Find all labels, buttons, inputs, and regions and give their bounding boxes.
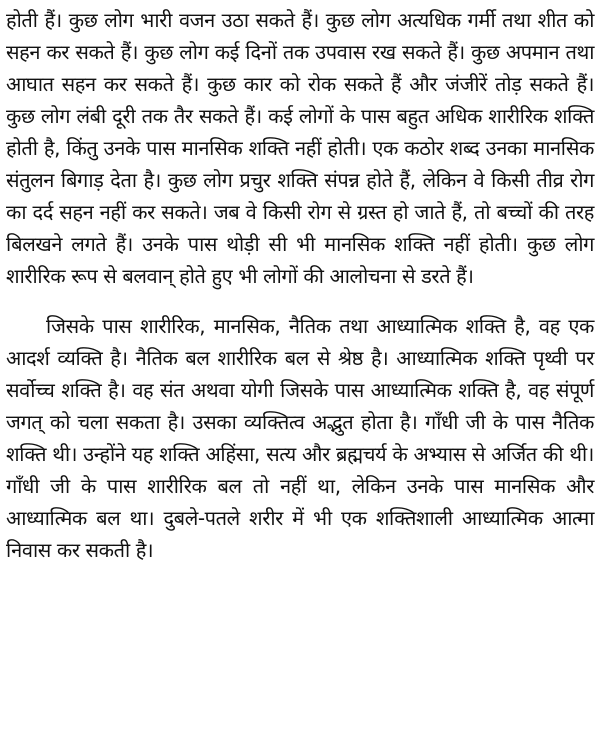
paragraph-spacer bbox=[6, 292, 594, 310]
paragraph-2: जिसके पास शारीरिक, मानसिक, नैतिक तथा आध्यात्मिक शक्ति है, वह एक आदर्श व्यक्ति है। नैतिक बल शारीरिक बल से श्रेष्ठ है। आध्यात्मिक शक्ति पृथ्वी पर सर्वोच्च शक्ति है। वह संत अथवा योगी जिसके पास आध्यात्मिक शक्ति है, वह संपूर्ण जगत् को चला सकता है। उसका व्यक्तित्व अद्भुत होता है। गाँधी जी के पास नैतिक शक्ति थी। उन्होंने यह शक्ति अहिंसा, सत्य और ब्रह्मचर्य के अभ्यास से अर्जित की थी। गाँधी जी के पास शारीरिक बल तो नहीं था, लेकिन उनके पास मानसिक और आध्यात्मिक बल था। दुबले-पतले शरीर में भी एक शक्तिशाली आध्यात्मिक आत्मा निवास कर सकती है। bbox=[6, 314, 594, 562]
paragraph-1: होती हैं। कुछ लोग भारी वजन उठा सकते हैं। कुछ लोग अत्यधिक गर्मी तथा शीत को सहन कर सकते हैं। कुछ लोग कई दिनों तक उपवास रख सकते हैं। कुछ अपमान तथा आघात सहन कर सकते हैं। कुछ कार को रोक सकते हैं और जंजीरें तोड़ सकते हैं। कुछ लोग लंबी दूरी तक तैर सकते हैं। कई लोगों के पास बहुत अधिक शारीरिक शक्ति होती है, किंतु उनके पास मानसिक शक्ति नहीं होती। एक कठोर शब्द उनका मानसिक संतुलन बिगाड़ देता है। कुछ लोग प्रचुर शक्ति संपन्न होते हैं, लेकिन वे किसी तीव्र रोग का दर्द सहन नहीं कर सकते। जब वे किसी रोग से ग्रस्त हो जाते हैं, तो बच्चों की तरह बिलखने लगते हैं। उनके पास थोड़ी सी भी मानसिक शक्ति नहीं होती। कुछ लोग शारीरिक रूप से बलवान् होते हुए भी लोगों की आलोचना से डरते हैं। bbox=[6, 8, 594, 288]
